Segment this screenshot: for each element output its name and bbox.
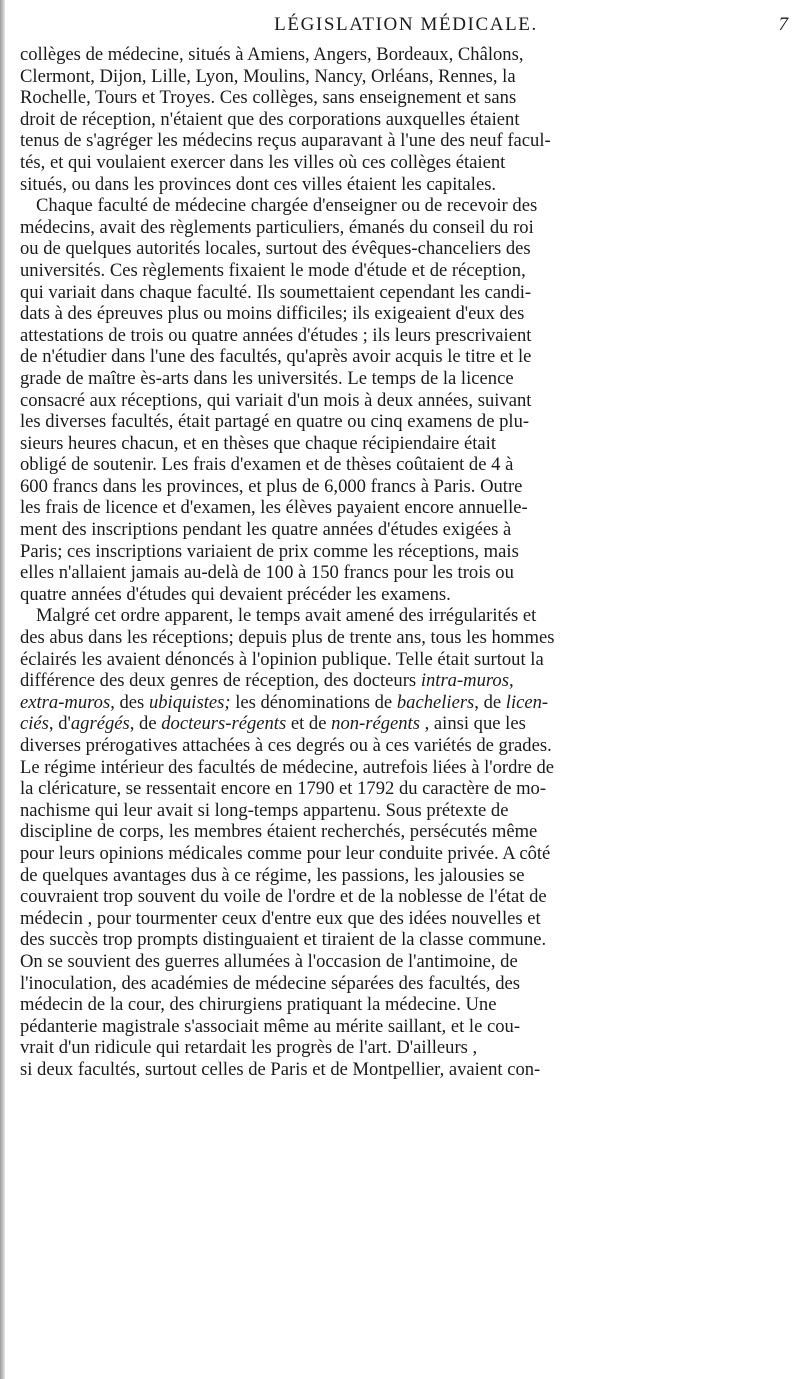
italic-term: ciés [20, 713, 49, 735]
italic-term: licen- [505, 691, 549, 713]
text-line: qui variait dans chaque faculté. Ils soumettaient cependant les candi- [20, 281, 532, 303]
text-run: , des [110, 691, 149, 713]
text-line: On se souvient des guerres allumées à l'occasion de l'antimoine, de [20, 950, 518, 972]
text-line: dats à des épreuves plus ou moins difficiles; ils exigeaient d'eux des [20, 303, 525, 325]
text-line: Malgré cet ordre apparent, le temps avait amené des irrégularités et [36, 605, 537, 627]
text-line: ou de quelques autorités locales, surtout des évêques-chanceliers des [20, 238, 531, 260]
text-line: de quelques avantages dus à ce régime, les passions, les jalousies se [20, 864, 525, 886]
text-run: , de [474, 691, 506, 713]
text-line: collèges de médecine, situés à Amiens, Angers, Bordeaux, Châlons, [20, 44, 524, 65]
text-line: vrait d'un ridicule qui retardait les progrès de l'art. D'ailleurs , [20, 1037, 478, 1059]
text-line: obligé de soutenir. Les frais d'examen et de thèses coûtaient de 4 à [20, 454, 514, 476]
text-line-mixed [20, 713, 796, 735]
text-line: Clermont, Dijon, Lille, Lyon, Moulins, Nancy, Orléans, Rennes, la [20, 65, 516, 87]
text-run: et de [286, 713, 332, 735]
text-line: éclairés les avaient dénoncés à l'opinion publique. Telle était surtout la [20, 648, 544, 670]
text-line-mixed [20, 692, 796, 714]
text-line: les frais de licence et d'examen, les élèves payaient encore annuelle- [20, 497, 528, 519]
running-title: LÉGISLATION MÉDICALE. [274, 14, 538, 35]
text-line: pour leurs opinions médicales comme pour leur conduite privée. A côté [20, 842, 551, 864]
italic-term: bacheliers [396, 691, 475, 713]
text-line: quatre années d'études qui devaient précéder les examens. [20, 583, 451, 605]
text-line: situés, ou dans les provinces dont ces villes étaient les capitales. [20, 173, 497, 195]
italic-term: intra-muros, [420, 670, 514, 692]
text-line: droit de réception, n'étaient que des corporations auxquelles étaient [20, 108, 520, 130]
text-line: couvraient trop souvent du voile de l'ordre et de la noblesse de l'état de [20, 886, 547, 908]
text-run: , de [129, 713, 162, 735]
text-line: les diverses facultés, était partagé en quatre ou cinq examens de plu- [20, 411, 530, 433]
text-line: ment des inscriptions pendant les quatre années d'études exigées à [20, 519, 512, 541]
text-line: Rochelle, Tours et Troyes. Ces collèges, sans enseignement et sans [20, 87, 517, 109]
text-line: médecin de la cour, des chirurgiens pratiquant la médecine. Une [20, 994, 497, 1016]
text-line: universités. Ces règlements fixaient le mode d'étude et de réception, [20, 259, 526, 281]
text-run: les dénominations de [230, 691, 397, 713]
text-line: sieurs heures chacun, et en thèses que chaque récipiendaire était [20, 432, 496, 454]
text-line: l'inoculation, des académies de médecine séparées des facultés, des [20, 972, 521, 994]
book-page [14, 0, 798, 1081]
text-line: diverses prérogatives attachées à ces degrés ou à ces variétés de grades. [20, 735, 552, 756]
text-line: grade de maître ès-arts dans les universités. Le temps de la licence [20, 367, 514, 389]
text-line: tenus de s'agréger les médecins reçus auparavant à l'une des neuf facul- [20, 130, 551, 152]
text-line: médecin , pour tourmenter ceux d'entre eux que des idées nouvelles et [20, 907, 541, 929]
text-line: discipline de corps, les membres étaient recherchés, persécutés même [20, 821, 538, 843]
text-line: la cléricature, se ressentait encore en 1790 et 1792 du caractère de mo- [20, 778, 547, 800]
italic-term: agrégés [70, 713, 130, 735]
text-line: Chaque faculté de médecine chargée d'enseigner ou de recevoir des [36, 195, 538, 217]
text-line: attestations de trois ou quatre années d'études ; ils leurs prescrivaient [20, 324, 532, 346]
text-line: tés, et qui voulaient exercer dans les villes où ces collèges étaient [20, 151, 506, 173]
paragraph-facultes [14, 195, 798, 605]
italic-term: ubiquistes; [148, 691, 231, 713]
text-line: médecins, avait des règlements particuliers, émanés du conseil du roi [20, 216, 534, 238]
page-header [14, 0, 798, 44]
page-number: 7 [778, 14, 788, 35]
text-line: 600 francs dans les provinces, et plus de 6,000 francs à Paris. Outre [20, 475, 523, 497]
text-line: elles n'allaient jamais au-delà de 100 à 150 francs pour les trois ou [20, 562, 514, 584]
text-line: des abus dans les réceptions; depuis plus de trente ans, tous les hommes [20, 627, 555, 649]
italic-term: extra-muros [20, 691, 111, 713]
italic-term: docteurs-régents [161, 713, 287, 735]
text-line: nachisme qui leur avait si long-temps appartenu. Sous prétexte de [20, 799, 509, 821]
text-run: , d' [48, 713, 71, 735]
text-line: pédanterie magistrale s'associait même au mérite saillant, et le cou- [20, 1015, 521, 1037]
text-line: de n'étudier dans l'une des facultés, qu'après avoir acquis le titre et le [20, 346, 532, 368]
italic-term: non-régents [331, 713, 420, 735]
page-binding-edge [0, 0, 5, 1379]
text-line: des succès trop prompts distinguaient et tiraient de la classe commune. [20, 929, 547, 951]
text-line: consacré aux réceptions, qui variait d'un mois à deux années, suivant [20, 389, 532, 411]
paragraph-irregularites [14, 605, 798, 1080]
text-line: Paris; ces inscriptions variaient de prix comme les réceptions, mais [20, 540, 519, 562]
paragraph-colleges [14, 44, 798, 195]
text-run: différence des deux genres de réception, des docteurs [20, 670, 421, 692]
text-line: si deux facultés, surtout celles de Paris et de Montpellier, avaient con- [20, 1058, 541, 1080]
text-line-mixed [20, 670, 796, 692]
text-run: , ainsi que les [419, 713, 526, 735]
text-line: Le régime intérieur des facultés de médecine, autrefois liées à l'ordre de [20, 756, 555, 778]
